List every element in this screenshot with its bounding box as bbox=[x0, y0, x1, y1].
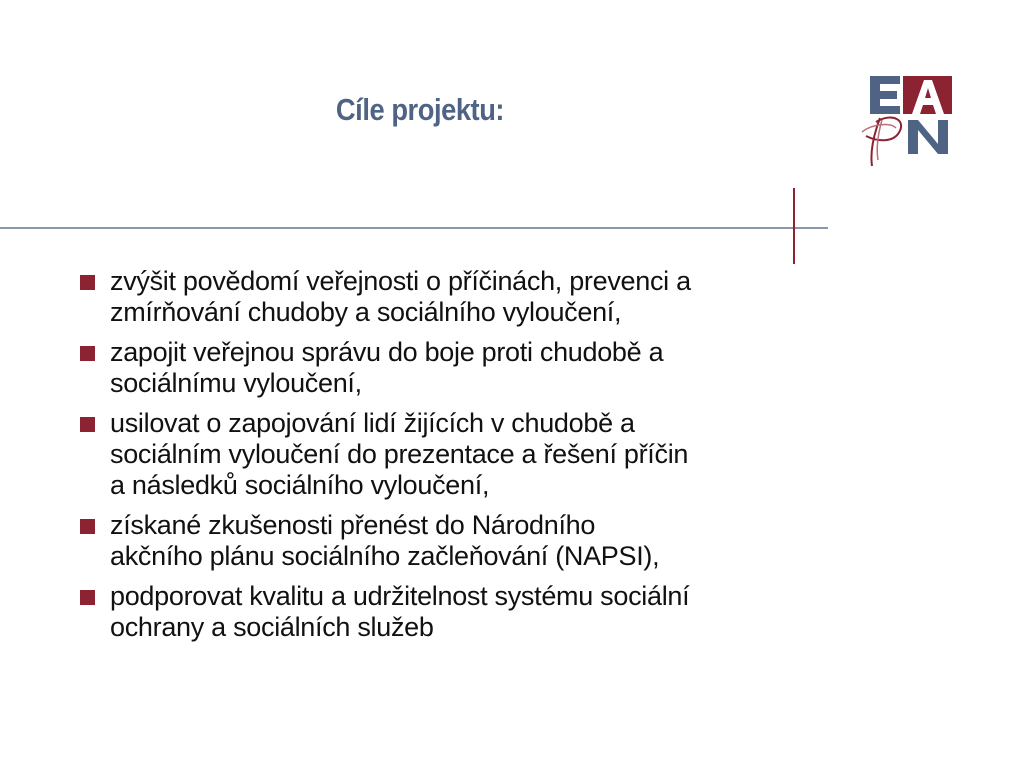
slide-title: Cíle projektu: bbox=[335, 92, 505, 127]
logo-letter-e bbox=[870, 76, 900, 114]
bullet-item bbox=[78, 581, 798, 643]
bullet-text: získané zkušenosti přenést do Národního akčního plánu sociálního začleňování (NAPSI), bbox=[110, 510, 660, 571]
bullet-text: usilovat o zapojování lidí žijících v chudobě a sociálním vyloučení do prezentace a řešení příčin a následků sociálního vyloučení, bbox=[110, 408, 689, 500]
horizontal-divider bbox=[0, 227, 828, 229]
vertical-divider bbox=[793, 188, 795, 264]
eapn-logo-graphic bbox=[852, 72, 956, 172]
logo-letter-n bbox=[908, 120, 948, 154]
square-bullet-icon bbox=[80, 275, 95, 290]
square-bullet-icon bbox=[80, 346, 95, 361]
bullet-item bbox=[78, 266, 798, 328]
bullet-item bbox=[78, 510, 798, 572]
bullet-list bbox=[78, 266, 798, 652]
square-bullet-icon bbox=[80, 417, 95, 432]
square-bullet-icon bbox=[80, 590, 95, 605]
bullet-item bbox=[78, 408, 798, 501]
bullet-item bbox=[78, 337, 798, 399]
logo-letter-p bbox=[862, 118, 901, 166]
bullet-text: zapojit veřejnou správu do boje proti chudobě a sociálnímu vyloučení, bbox=[110, 337, 664, 398]
logo-letter-a bbox=[903, 76, 952, 114]
bullet-text: podporovat kvalitu a udržitelnost systému sociální ochrany a sociálních služeb bbox=[110, 581, 690, 642]
eapn-logo bbox=[852, 72, 956, 172]
bullet-text: zvýšit povědomí veřejnosti o příčinách, prevenci a zmírňování chudoby a sociálního vyloučení, bbox=[110, 266, 691, 327]
square-bullet-icon bbox=[80, 519, 95, 534]
